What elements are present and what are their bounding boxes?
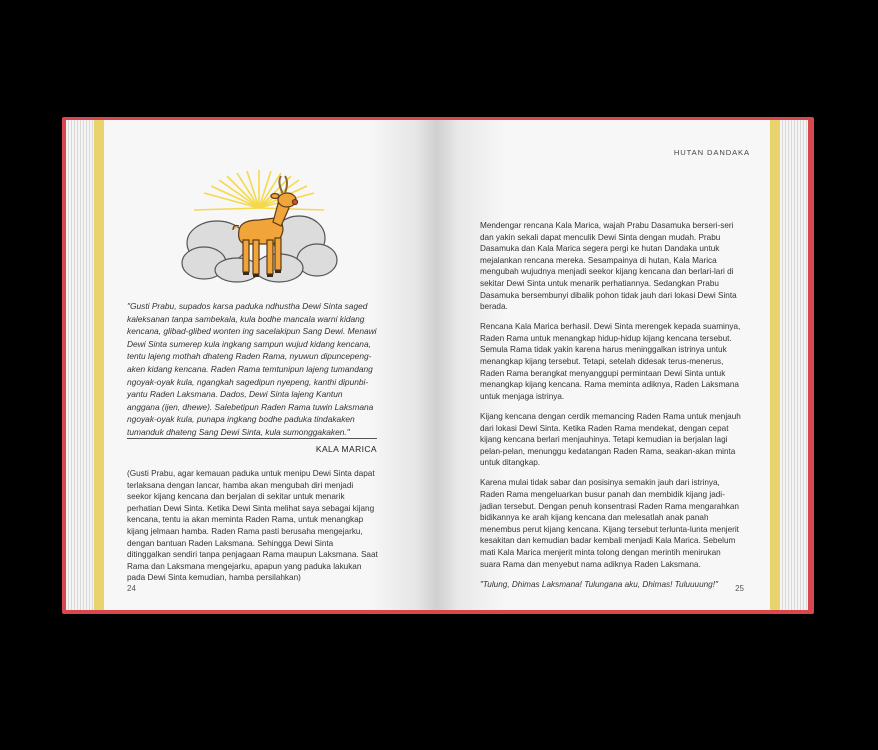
javanese-quote: "Gusti Prabu, supados karsa paduka ndhustha Dewi Sinta saged kaleksanan tanpa sambekala, kula bodhe mancala warni kidang kencana, glibad-glibed wonten ing sacelakipun Sang Dewi. Menawi Dewi Sinta sumerep kula ingkang sampun wujud kidang kencana, tentu lajeng mothah dhateng Raden Rama, nyuwun dipuncepeng-aken kidang kencana. Raden Rama temtunipun lajeng tumandang ngoyak-oyak kula, ngangkah sagedipun nyepeng, kanthi dipunbi-yantu Raden Laksmana. Dados, Dewi Sinta lajeng Kantun anggana (ijen, dhewe). Salebetipun Raden Rama tuwin Laksmana ngoyak-oyak kula, punapa ingkang bodhe paduka tindakaken tumanduk dhateng Sang Dewi Sinta, kula sumonggakaken." (127, 301, 377, 437)
page-number-right: 25 (735, 584, 744, 593)
right-page (437, 120, 780, 610)
quote-divider (127, 438, 377, 439)
paragraph: Mendengar rencana Kala Marica, wajah Prabu Dasamuka berseri-seri dan yakin sekali dapat menculik Dewi Sinta dengan mudah. Prabu Dasamuka dan Kala Marica segera pergi ke hutan Dandaka untuk mejalankan rencana mereka. Sesampainya di hutan, Kala Marica mengubah wujudnya menjadi seekor kijang kencana dan berlari-lari di sekitar Dewi Sinta untuk menarik perhatiannya. Sedangkan Prabu Dasamuka bersembunyi dibalik pohon tidak jauh dari lokasi Dewi Sinta berada. (480, 221, 737, 312)
paragraph: Rencana Kala Marica berhasil. Dewi Sinta merengek kepada suaminya, Raden Rama untuk menangkap hidup-hidup kijang kencana tersebut. Semula Rama tidak yakin karena harus meninggalkan istrinya untuk menangkap kijang tersebut. Tetapi, setelah didesak terus-menerus, Raden Rama berangkat menyanggupi permintaan Dewi Sinta untuk menangkap kijang kencana. Rama meminta adiknya, Raden Laksmana untuk menjaga istrinya. (480, 322, 741, 401)
page-stack-right (780, 120, 808, 610)
sun-rays (194, 170, 324, 210)
page-edge-accent (94, 120, 104, 610)
page-edge-accent (770, 120, 780, 610)
paragraph: Kijang kencana dengan cerdik memancing Raden Rama untuk menjauh dari lokasi Dewi Sinta. Ketika Raden Rama mendekat, dengan cepat kijang kencana berlari menjauhinya. Tetapi kemudian ia berjalan lagi pelan-pelan, menunggu kedatangan Raden Rama, seakan-akan minta untuk ditangkap. (480, 411, 741, 468)
page-stack-left (66, 120, 94, 610)
exclamation: "Tulung, Dhimas Laksmana! Tulungana aku, Dhimas! Tuluuuung!" (480, 579, 718, 589)
paragraph: Karena mulai tidak sabar dan posisinya semakin jauh dari istrinya, Raden Rama mengeluarkan busur panah dan membidik kijang jadi-jadian tersebut. Dengan penuh konsentrasi Raden Rama mengarahkan bidikannya ke arah kijang kencana dan melesatlah anak panah menembus perut kijang kencana. Kijang tersebut terlunta-lunta menjerit kesakitan dan kemudian badar kembali menjadi Kala Marica. Sebelum mati Kala Marica menjerit minta tolong dengan merintih menirukan suara Rama dan menyebut nama adiknya Raden Laksmana. (480, 478, 739, 569)
running-head: HUTAN DANDAKA (673, 148, 750, 157)
golden-deer-icon (179, 168, 339, 288)
body-text (480, 220, 742, 599)
left-page (94, 120, 437, 610)
quote-translation: (Gusti Prabu, agar kemauan paduka untuk menipu Dewi Sinta dapat terlaksana dengan lancar, hamba akan mengubah diri menjadi seekor kijang kencana dan berjalan di sekitar untuk menarik perhatian Dewi Sinta. Ketika Dewi Sinta melihat saya sebagai kijang kencana, tentu ia akan meminta Raden Rama, untuk menangkap kijang jelmaan hamba. Raden Rama pasti berusaha mengejarku, dengan bantuan Raden Laksmana. Sehingga Dewi Sinta ditinggalkan sendiri tanpa penjagaan Rama maupun Laksmana. Saat Rama dan Laksmana mengejarku, apapun yang paduka lakukan pada Dewi Sinta kemudian, hamba persilahkan) (127, 469, 378, 583)
page-number-left: 24 (127, 584, 136, 593)
quote-attribution: KALA MARICA (315, 444, 377, 454)
